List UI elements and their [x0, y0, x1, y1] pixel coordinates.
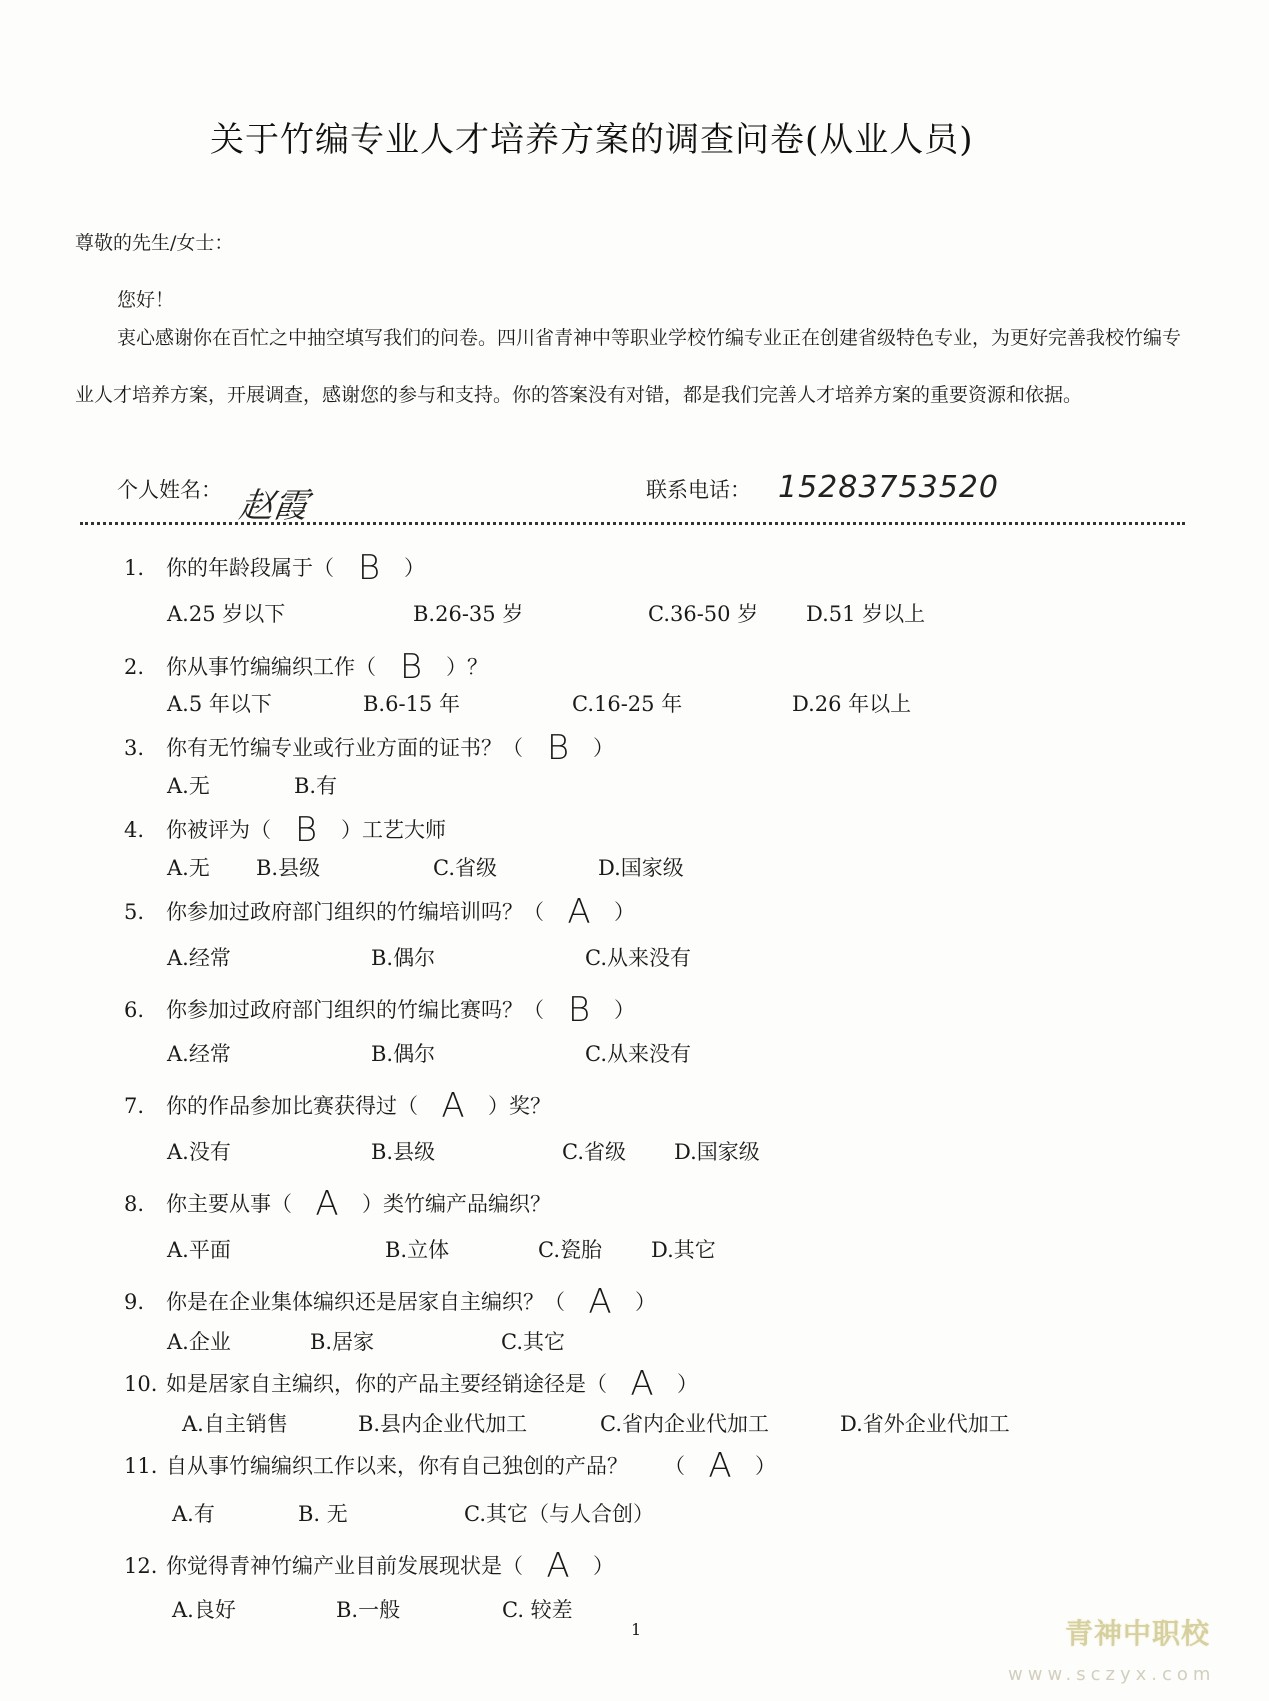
handwritten-answer: B [357, 548, 381, 588]
question-text: 你觉得青神竹编产业目前发展现状是（ [166, 1554, 523, 1578]
question-text-end: ） [593, 1554, 614, 1578]
question-text-end: ）奖？ [488, 1094, 551, 1118]
q10-option-a: A.自主销售 [182, 1412, 288, 1436]
handwritten-answer: A [441, 1086, 465, 1126]
question-text-end: ） [614, 998, 635, 1022]
q4-option-a: A.无 [167, 856, 210, 880]
question-text: 你参加过政府部门组织的竹编培训吗？（ [166, 900, 544, 924]
q2-option-b: B.6-15 年 [363, 692, 460, 716]
question-text: 你从事竹编编织工作（ [166, 655, 376, 679]
q7-option-b: B.县级 [371, 1140, 436, 1164]
question-text: 你被评为（ [166, 818, 271, 842]
question-text: 你主要从事（ [166, 1192, 292, 1216]
question-number: 7. [124, 1094, 145, 1118]
question-text-end: ） [404, 556, 425, 580]
q4-option-c: C.省级 [433, 856, 497, 880]
q5-option-c: C.从来没有 [585, 946, 691, 970]
q9-option-b: B.居家 [310, 1330, 375, 1354]
question-text-end: ） [755, 1454, 776, 1478]
q2-option-a: A.5 年以下 [167, 692, 272, 716]
handwritten-answer: B [546, 728, 570, 768]
handwritten-answer: A [588, 1282, 612, 1322]
question-number: 8. [124, 1192, 145, 1216]
q8-option-d: D.其它 [651, 1238, 716, 1262]
q8-option-a: A.平面 [167, 1238, 231, 1262]
q11-option-b: B. 无 [298, 1502, 348, 1526]
question-number: 1. [124, 556, 145, 580]
question-text-end: ） [614, 900, 635, 924]
q6-option-a: A.经常 [167, 1042, 231, 1066]
question-2 [124, 647, 488, 687]
intro-text: 衷心感谢你在百忙之中抽空填写我们的问卷。四川省青神中等职业学校竹编专业正在创建省级特色专业，为更好完善我校竹编专业人才培养方案，开展调查，感谢您的参与和支持。你的答案没有对错，都是我们完善人才培养方案的重要资源和依据。 [75, 327, 1182, 406]
q7-option-c: C.省级 [562, 1140, 626, 1164]
q12-option-b: B.一般 [336, 1598, 401, 1622]
page-title: 关于竹编专业人才培养方案的调查问卷(从业人员) [210, 120, 974, 160]
q1-option-b: B.26-35 岁 [413, 602, 524, 626]
q12-option-c: C. 较差 [502, 1598, 573, 1622]
q1-option-d: D.51 岁以上 [806, 602, 926, 626]
handwritten-answer: A [630, 1364, 654, 1404]
question-number: 5. [124, 900, 145, 924]
handwritten-answer: B [294, 810, 318, 850]
q3-option-a: A.无 [167, 774, 210, 798]
phone-label: 联系电话： [646, 478, 751, 502]
name-label: 个人姓名： [117, 478, 222, 502]
q11-option-a: A.有 [172, 1502, 215, 1526]
question-number: 4. [124, 818, 145, 842]
question-text: 自从事竹编编织工作以来，你有自己独创的产品？ [166, 1454, 628, 1478]
handwritten-answer: B [399, 647, 423, 687]
question-1 [124, 548, 425, 588]
question-text-end: ）工艺大师 [341, 818, 446, 842]
question-6 [124, 990, 635, 1030]
q2-option-d: D.26 年以上 [792, 692, 912, 716]
q11-option-c: C.其它（与人合创） [464, 1502, 654, 1526]
question-text-end: ）类竹编产品编织？ [362, 1192, 551, 1216]
question-8 [124, 1184, 551, 1224]
q10-option-d: D.省外企业代加工 [840, 1412, 1010, 1436]
question-number: 6. [124, 998, 145, 1022]
question-number: 2. [124, 655, 145, 679]
q4-option-b: B.县级 [256, 856, 321, 880]
watermark-name: 青神中职校 [1065, 1617, 1211, 1650]
question-number: 9. [124, 1290, 145, 1314]
q6-option-b: B.偶尔 [371, 1042, 436, 1066]
question-text-end: ）？ [446, 655, 488, 679]
question-text: 你的年龄段属于（ [166, 556, 334, 580]
q9-option-c: C.其它 [501, 1330, 565, 1354]
phone-value: 15283753520 [778, 470, 999, 505]
q12-option-a: A.良好 [172, 1598, 236, 1622]
dotted-divider [80, 522, 1185, 525]
q6-option-c: C.从来没有 [585, 1042, 691, 1066]
q3-option-b: B.有 [294, 774, 338, 798]
q10-option-b: B.县内企业代加工 [358, 1412, 528, 1436]
question-paren-open: （ [664, 1454, 685, 1478]
q10-option-c: C.省内企业代加工 [600, 1412, 769, 1436]
question-3 [124, 728, 614, 768]
handwritten-answer: B [567, 990, 591, 1030]
question-11 [124, 1446, 776, 1486]
question-number: 11. [124, 1454, 158, 1478]
question-text: 你有无竹编专业或行业方面的证书？（ [166, 736, 523, 760]
q7-option-d: D.国家级 [674, 1140, 760, 1164]
question-12 [124, 1546, 614, 1586]
question-text-end: ） [635, 1290, 656, 1314]
q1-option-a: A.25 岁以下 [167, 602, 286, 626]
hello-line: 您好！ [117, 289, 175, 311]
q9-option-a: A.企业 [167, 1330, 231, 1354]
name-value: 赵霞 [236, 486, 311, 526]
q4-option-d: D.国家级 [598, 856, 684, 880]
q8-option-b: B.立体 [385, 1238, 450, 1262]
q7-option-a: A.没有 [167, 1140, 231, 1164]
question-text: 你是在企业集体编织还是居家自主编织？（ [166, 1290, 565, 1314]
question-text: 你参加过政府部门组织的竹编比赛吗？（ [166, 998, 544, 1022]
greeting: 尊敬的先生/女士： [75, 232, 234, 254]
question-text-end: ） [677, 1372, 698, 1396]
q5-option-a: A.经常 [167, 946, 231, 970]
question-number: 10. [124, 1372, 158, 1396]
q1-option-c: C.36-50 岁 [648, 602, 759, 626]
question-text-end: ） [593, 736, 614, 760]
handwritten-answer: A [315, 1184, 339, 1224]
question-text: 如是居家自主编织，你的产品主要经销途径是（ [166, 1372, 607, 1396]
q2-option-c: C.16-25 年 [572, 692, 683, 716]
question-9 [124, 1282, 656, 1322]
intro-paragraph [75, 310, 1190, 424]
question-number: 3. [124, 736, 145, 760]
handwritten-answer: A [546, 1546, 570, 1586]
question-text: 你的作品参加比赛获得过（ [166, 1094, 418, 1118]
question-10 [124, 1364, 698, 1404]
q8-option-c: C.瓷胎 [538, 1238, 602, 1262]
handwritten-answer: A [708, 1446, 732, 1486]
question-5 [124, 892, 635, 932]
question-7 [124, 1086, 551, 1126]
q5-option-b: B.偶尔 [371, 946, 436, 970]
question-4 [124, 810, 446, 850]
handwritten-answer: A [567, 892, 591, 932]
question-number: 12. [124, 1554, 158, 1578]
watermark-url: www.sczyx.com [1008, 1664, 1216, 1685]
page-number: 1 [631, 1620, 642, 1639]
